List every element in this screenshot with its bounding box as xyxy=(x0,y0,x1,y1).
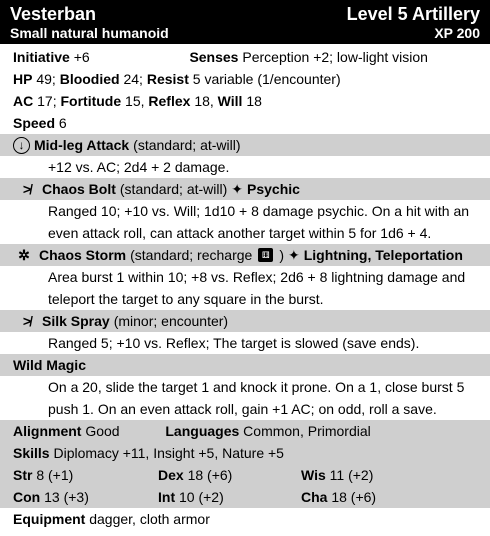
recharge-die-icon: ⚅ xyxy=(258,248,273,262)
diamond-icon: ✦ xyxy=(287,247,300,263)
monster-level: Level 5 Artillery xyxy=(346,4,480,24)
area-icon: ✲ xyxy=(18,247,30,263)
power-header-mid-leg-attack: ↓ Mid-leg Attack (standard; at-will) xyxy=(0,134,490,156)
monster-type: Small natural humanoid xyxy=(10,25,169,41)
power-text-chaos-bolt: Ranged 10; +10 vs. Will; 1d10 + 8 damage psychic. On a hit with an even attack roll, can attack another target within 5 for 1d6 + 4. xyxy=(48,203,470,241)
melee-icon: ↓ xyxy=(13,137,30,154)
monster-xp: XP 200 xyxy=(434,25,480,41)
skills-row: Skills Diplomacy +11, Insight +5, Nature +5 xyxy=(13,445,284,461)
speed-row: Speed 6 xyxy=(13,115,67,131)
ranged-icon: ≯ xyxy=(22,181,32,197)
alignment-row: Alignment Good Languages Common, Primordial xyxy=(13,423,371,439)
equipment-row: Equipment dagger, cloth armor xyxy=(13,511,210,527)
power-text-chaos-storm: Area burst 1 within 10; +8 vs. Reflex; 2d6 + 8 lightning damage and teleport the target to any square in the burst. xyxy=(48,269,466,307)
abilities-row-1: Str 8 (+1) Dex 18 (+6) Wis 11 (+2) xyxy=(13,467,374,483)
ranged-icon: ≯ xyxy=(22,313,32,329)
power-header-chaos-bolt: ≯ Chaos Bolt (standard; at-will) ✦ Psychic xyxy=(0,178,490,200)
trait-header-wild-magic: Wild Magic xyxy=(0,354,490,376)
defenses-row: AC 17; Fortitude 15, Reflex 18, Will 18 xyxy=(13,93,262,109)
power-text-silk-spray: Ranged 5; +10 vs. Reflex; The target is slowed (save ends). xyxy=(48,335,420,351)
power-header-chaos-storm: ✲ Chaos Storm (standard; recharge ⚅ ) ✦ Lightning, Teleportation xyxy=(0,244,490,266)
hp-row: HP 49; Bloodied 24; Resist 5 variable (1/encounter) xyxy=(13,71,341,87)
stat-block-footer xyxy=(0,420,490,508)
power-header-silk-spray: ≯ Silk Spray (minor; encounter) xyxy=(0,310,490,332)
abilities-row-2: Con 13 (+3) Int 10 (+2) Cha 18 (+6) xyxy=(13,489,377,505)
initiative-senses-row: Initiative +6 Senses Perception +2; low-light vision xyxy=(13,49,428,65)
monster-name: Vesterban xyxy=(10,4,97,24)
trait-text-wild-magic: On a 20, slide the target 1 and knock it prone. On a 1, close burst 5 push 1. On an even attack roll, gain +1 AC; on odd, roll a save. xyxy=(48,379,465,417)
power-text-mid-leg-attack: +12 vs. AC; 2d4 + 2 damage. xyxy=(48,159,230,175)
stat-block-header xyxy=(0,0,490,44)
diamond-icon: ✦ xyxy=(231,181,243,197)
